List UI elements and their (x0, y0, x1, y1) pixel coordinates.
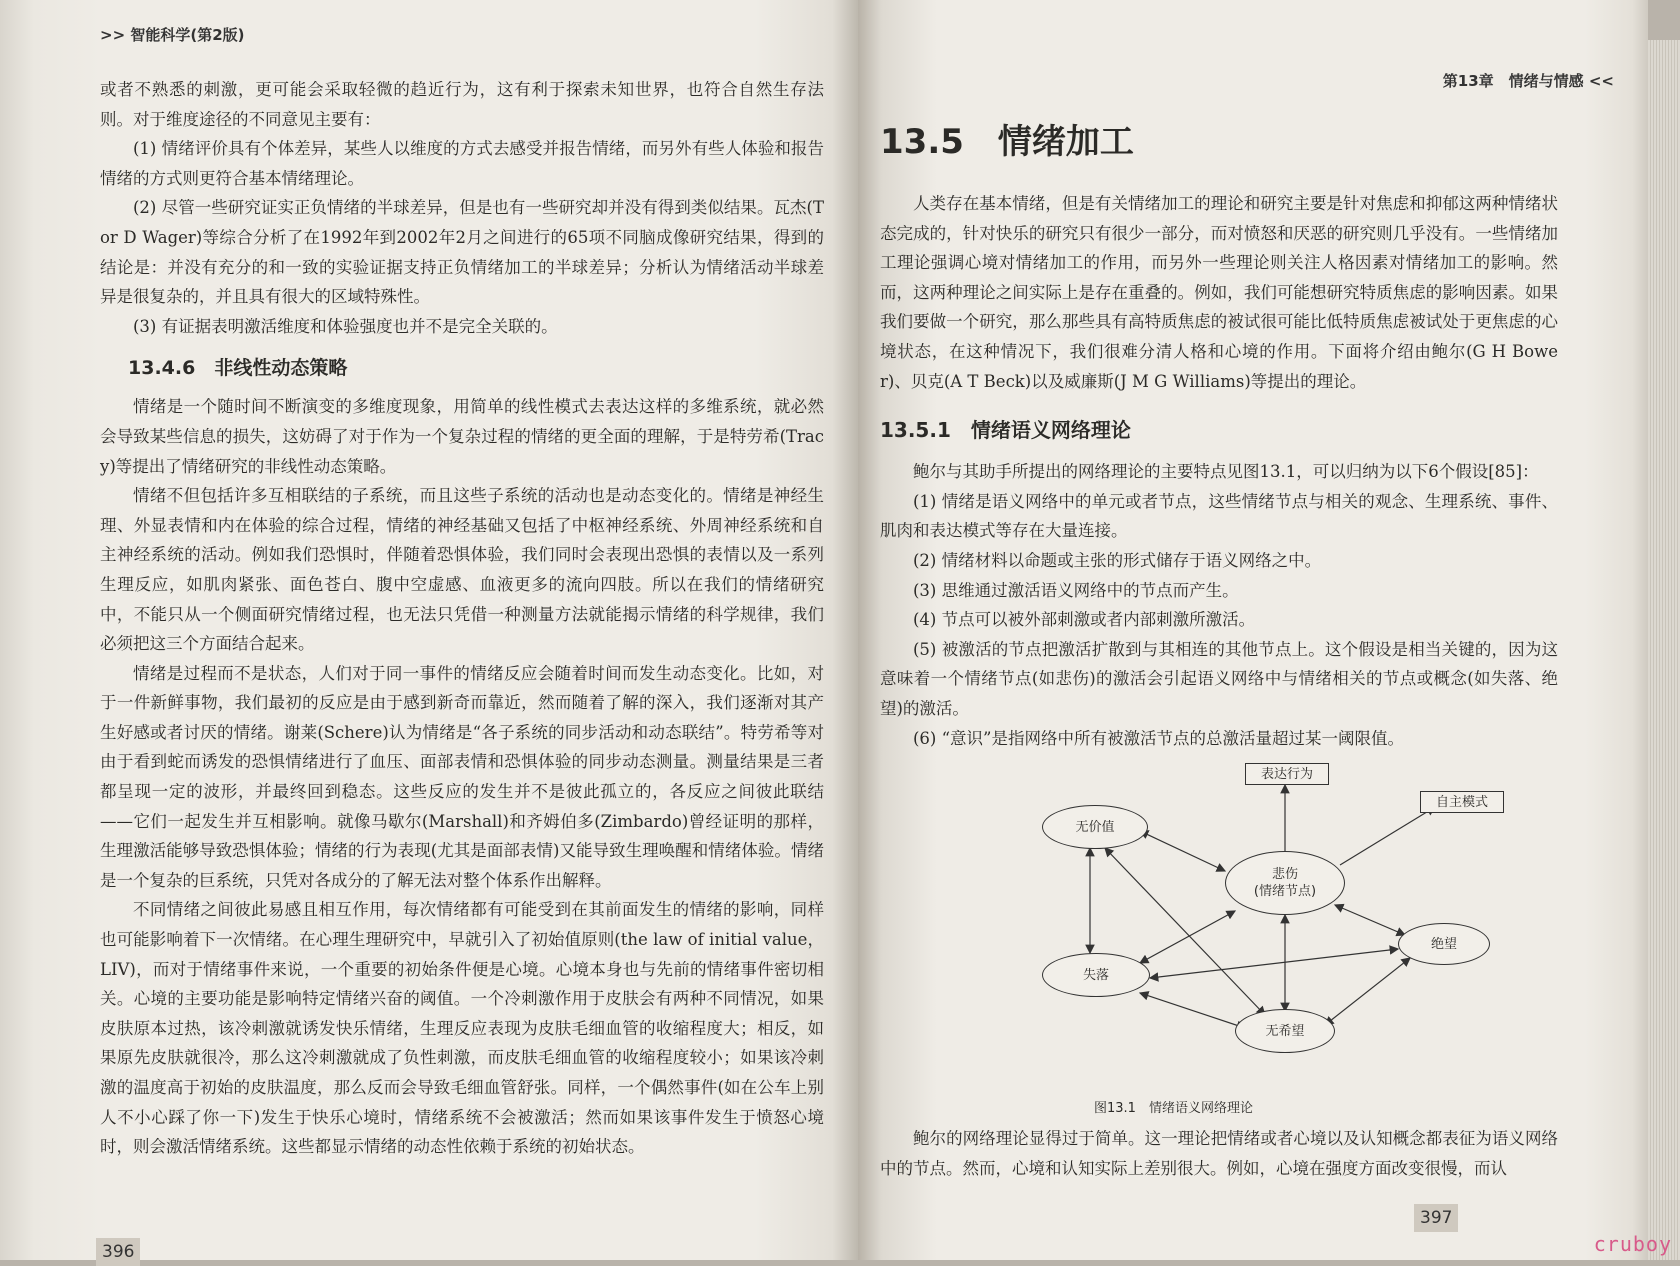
paragraph: 或者不熟悉的刺激，更可能会采取轻微的趋近行为，这有利于探索未知世界，也符合自然生存法则。对于维度途径的不同意见主要有： (100, 80, 824, 129)
paragraph: 情绪是一个随时间不断演变的多维度现象，用简单的线性模式去表达这样的多维系统，就必然会导致某些信息的损失，这妨碍了对于作为一个复杂过程的情绪的更全面的理解，于是特劳希(Tracy)等提出了情绪研究的非线性动态策略。 (100, 397, 824, 476)
edge-sadness-worthless (1140, 831, 1225, 871)
paragraph: (2) 尽管一些研究证实正负情绪的半球差异，但是也有一些研究却并没有得到类似结果。瓦杰(Tor D Wager)等综合分析了在1992年到2002年2月之间进行的65项不同脑成像研究结果，得到的结论是：并没有充分的和一致的实验证据支持正负情绪加工的半球差异；分析认为情绪活动半球差异是很复杂的，并且具有很大的区域特殊性。 (100, 198, 824, 307)
paragraph: 鲍尔的网络理论显得过于简单。这一理论把情绪或者心境以及认知概念都表征为语义网络中的节点。然而，心境和认知实际上差别很大。例如，心境在强度方面改变很慢，而认 (880, 1129, 1558, 1178)
figure-caption: 图13.1 情绪语义网络理论 (1094, 1101, 1253, 1117)
semantic-network-figure (980, 763, 1540, 1093)
list-item: (5) 被激活的节点把激活扩散到与其相连的其他节点上。这个假设是相当关键的，因为这意味着一个情绪节点(如悲伤)的激活会引起语义网络中与情绪相关的节点或概念(如失落、绝望)的激活。 (880, 639, 1558, 718)
list-item: (2) 情绪材料以命题或主张的形式储存于语义网络之中。 (913, 550, 1322, 570)
left-running-head: >> 智能科学(第2版) (100, 26, 245, 44)
page-edges (1648, 40, 1680, 1260)
right-running-head: 第13章 情绪与情感 << (1442, 72, 1614, 90)
edge-loss-hopeless (1140, 993, 1245, 1028)
paragraph: (3) 有证据表明激活维度和体验强度也并不是完全关联的。 (133, 316, 558, 336)
section-heading: 13.4.6 非线性动态策略 (128, 357, 348, 380)
paragraph: 不同情绪之间彼此易感且相互作用，每次情绪都有可能受到在其前面发生的情绪的影响，同样也可能影响着下一次情绪。在心理生理研究中，早就引入了初始值原则(the law of initial value，LIV)，而对于情绪事件来说，一个重要的初始条件便是心境。心境本身也与先前的情绪事件密切相关。心境的主要功能是影响特定情绪兴奋的阈值。一个冷刺激作用于皮肤会有两种不同情况，如果皮肤原本过热，该冷刺激就诱发快乐情绪，生理反应表现为皮肤毛细血管的收缩程度大；相反，如果原先皮肤就很冷，那么这冷刺激就成了负性刺激，而皮肤毛细血管的收缩程度较小；如果该冷刺激的温度高于初始的皮肤温度，那么反而会导致毛细血管舒张。同样，一个偶然事件(如在公车上别人不小心踩了你一下)发生于快乐心境时，情绪系统不会被激活；然而如果该事件发生于愤怒心境时，则会激活情绪系统。这些都显示情绪的动态性依赖于系统的初始状态。 (100, 900, 824, 1157)
list-item: (6) “意识”是指网络中所有被激活节点的总激活量超过某一阈限值。 (913, 728, 1404, 748)
edge-loss-despair (1150, 949, 1398, 978)
edge-sadness-autonomic (1340, 807, 1435, 865)
node-loss: 失落 (1042, 953, 1150, 997)
node-despair: 绝望 (1398, 923, 1490, 965)
node-sadness-sublabel: (情绪节点) (1253, 884, 1317, 900)
edge-sadness-loss (1140, 911, 1235, 963)
paragraph: 情绪不但包括许多互相联结的子系统，而且这些子系统的活动也是动态变化的。情绪是神经生理、外显表情和内在体验的综合过程，情绪的神经基础又包括了中枢神经系统、外周神经系统和自主神经系统的活动。例如我们恐惧时，伴随着恐惧体验，我们同时会表现出恐惧的表情以及一系列生理反应，如肌肉紧张、面色苍白、腹中空虚感、血液更多的流向四肢。所以在我们的情绪研究中，不能只从一个侧面研究情绪过程，也无法只凭借一种测量方法就能揭示情绪的科学规律，我们必须把这三个方面结合起来。 (100, 486, 824, 654)
page-number: 396 (96, 1238, 140, 1266)
page-number: 397 (1414, 1204, 1458, 1232)
edge-despair-hopeless (1325, 958, 1410, 1025)
left-top-text (100, 75, 838, 341)
node-expression: 表达行为 (1245, 763, 1329, 785)
paragraph: 鲍尔与其助手所提出的网络理论的主要特点见图13.1，可以归纳为以下6个假设[85]： (913, 462, 1539, 482)
right-page (858, 0, 1648, 1260)
paragraph: 情绪是过程而不是状态，人们对于同一事件的情绪反应会随着时间而发生动态变化。比如，对于一件新鲜事物，我们最初的反应是由于感到新奇而靠近，然而随着了解的深入，我们逐渐对其产生好感或者讨厌的情绪。谢莱(Schere)认为情绪是“各子系统的同步活动和动态联结”。特劳希等对由于看到蛇而诱发的恐惧情绪进行了血压、面部表情和恐惧体验的同步动态测量。测量结果是三者都呈现一定的波形，并最终回到稳态。这些反应的发生并不是彼此孤立的，各反应之间彼此联结——它们一起发生并互相影响。就像马歇尔(Marshall)和齐姆伯多(Zimbardo)曾经证明的那样，生理激活能够导致恐惧体验；情绪的行为表现(尤其是面部表情)又能导致生理唤醒和情绪体验。情绪是一个复杂的巨系统，只凭对各成分的了解无法对整个体系作出解释。 (100, 663, 824, 890)
list-item: (3) 思维通过激活语义网络中的节点而产生。 (913, 580, 1239, 600)
node-autonomic: 自主模式 (1420, 791, 1504, 813)
node-hopeless: 无希望 (1235, 1009, 1335, 1053)
paragraph: 人类存在基本情绪，但是有关情绪加工的理论和研究主要是针对焦虑和抑郁这两种情绪状态完成的，针对快乐的研究只有很少一部分，而对愤怒和厌恶的研究则几乎没有。一些情绪加工理论强调心境对情绪加工的作用，而另外一些理论则关注人格因素对情绪加工的影响。然而，这两种理论之间实际上是存在重叠的。例如，我们可能想研究特质焦虑的影响因素。如果我们要做一个研究，那么那些具有高特质焦虑的被试很可能比低特质焦虑被试处于更焦虑的心境状态，在这种情况下，我们很难分清人格和心境的作用。下面将介绍由鲍尔(G H Bower)、贝克(A T Beck)以及威廉斯(J M G Williams)等提出的理论。 (880, 194, 1558, 391)
left-bottom-text (100, 392, 838, 1161)
paragraph: (1) 情绪评价具有个体差异，某些人以维度的方式去感受并报告情绪，而另外有些人体验和报告情绪的方式则更符合基本情绪理论。 (100, 139, 824, 188)
node-sadness (1225, 851, 1345, 915)
list-item: (4) 节点可以被外部刺激或者内部刺激所激活。 (913, 610, 1256, 630)
subsection-heading: 13.5.1 情绪语义网络理论 (880, 418, 1131, 443)
edge-sadness-despair (1335, 905, 1405, 935)
section-heading: 13.5 情绪加工 (880, 122, 1134, 162)
node-sadness-label: 悲伤 (1271, 867, 1298, 883)
watermark: cruboy (1593, 1232, 1672, 1256)
node-worthless: 无价值 (1042, 805, 1148, 849)
list-item: (1) 情绪是语义网络中的单元或者节点，这些情绪节点与相关的观念、生理系统、事件、肌肉和表达模式等存在大量连接。 (880, 491, 1558, 541)
